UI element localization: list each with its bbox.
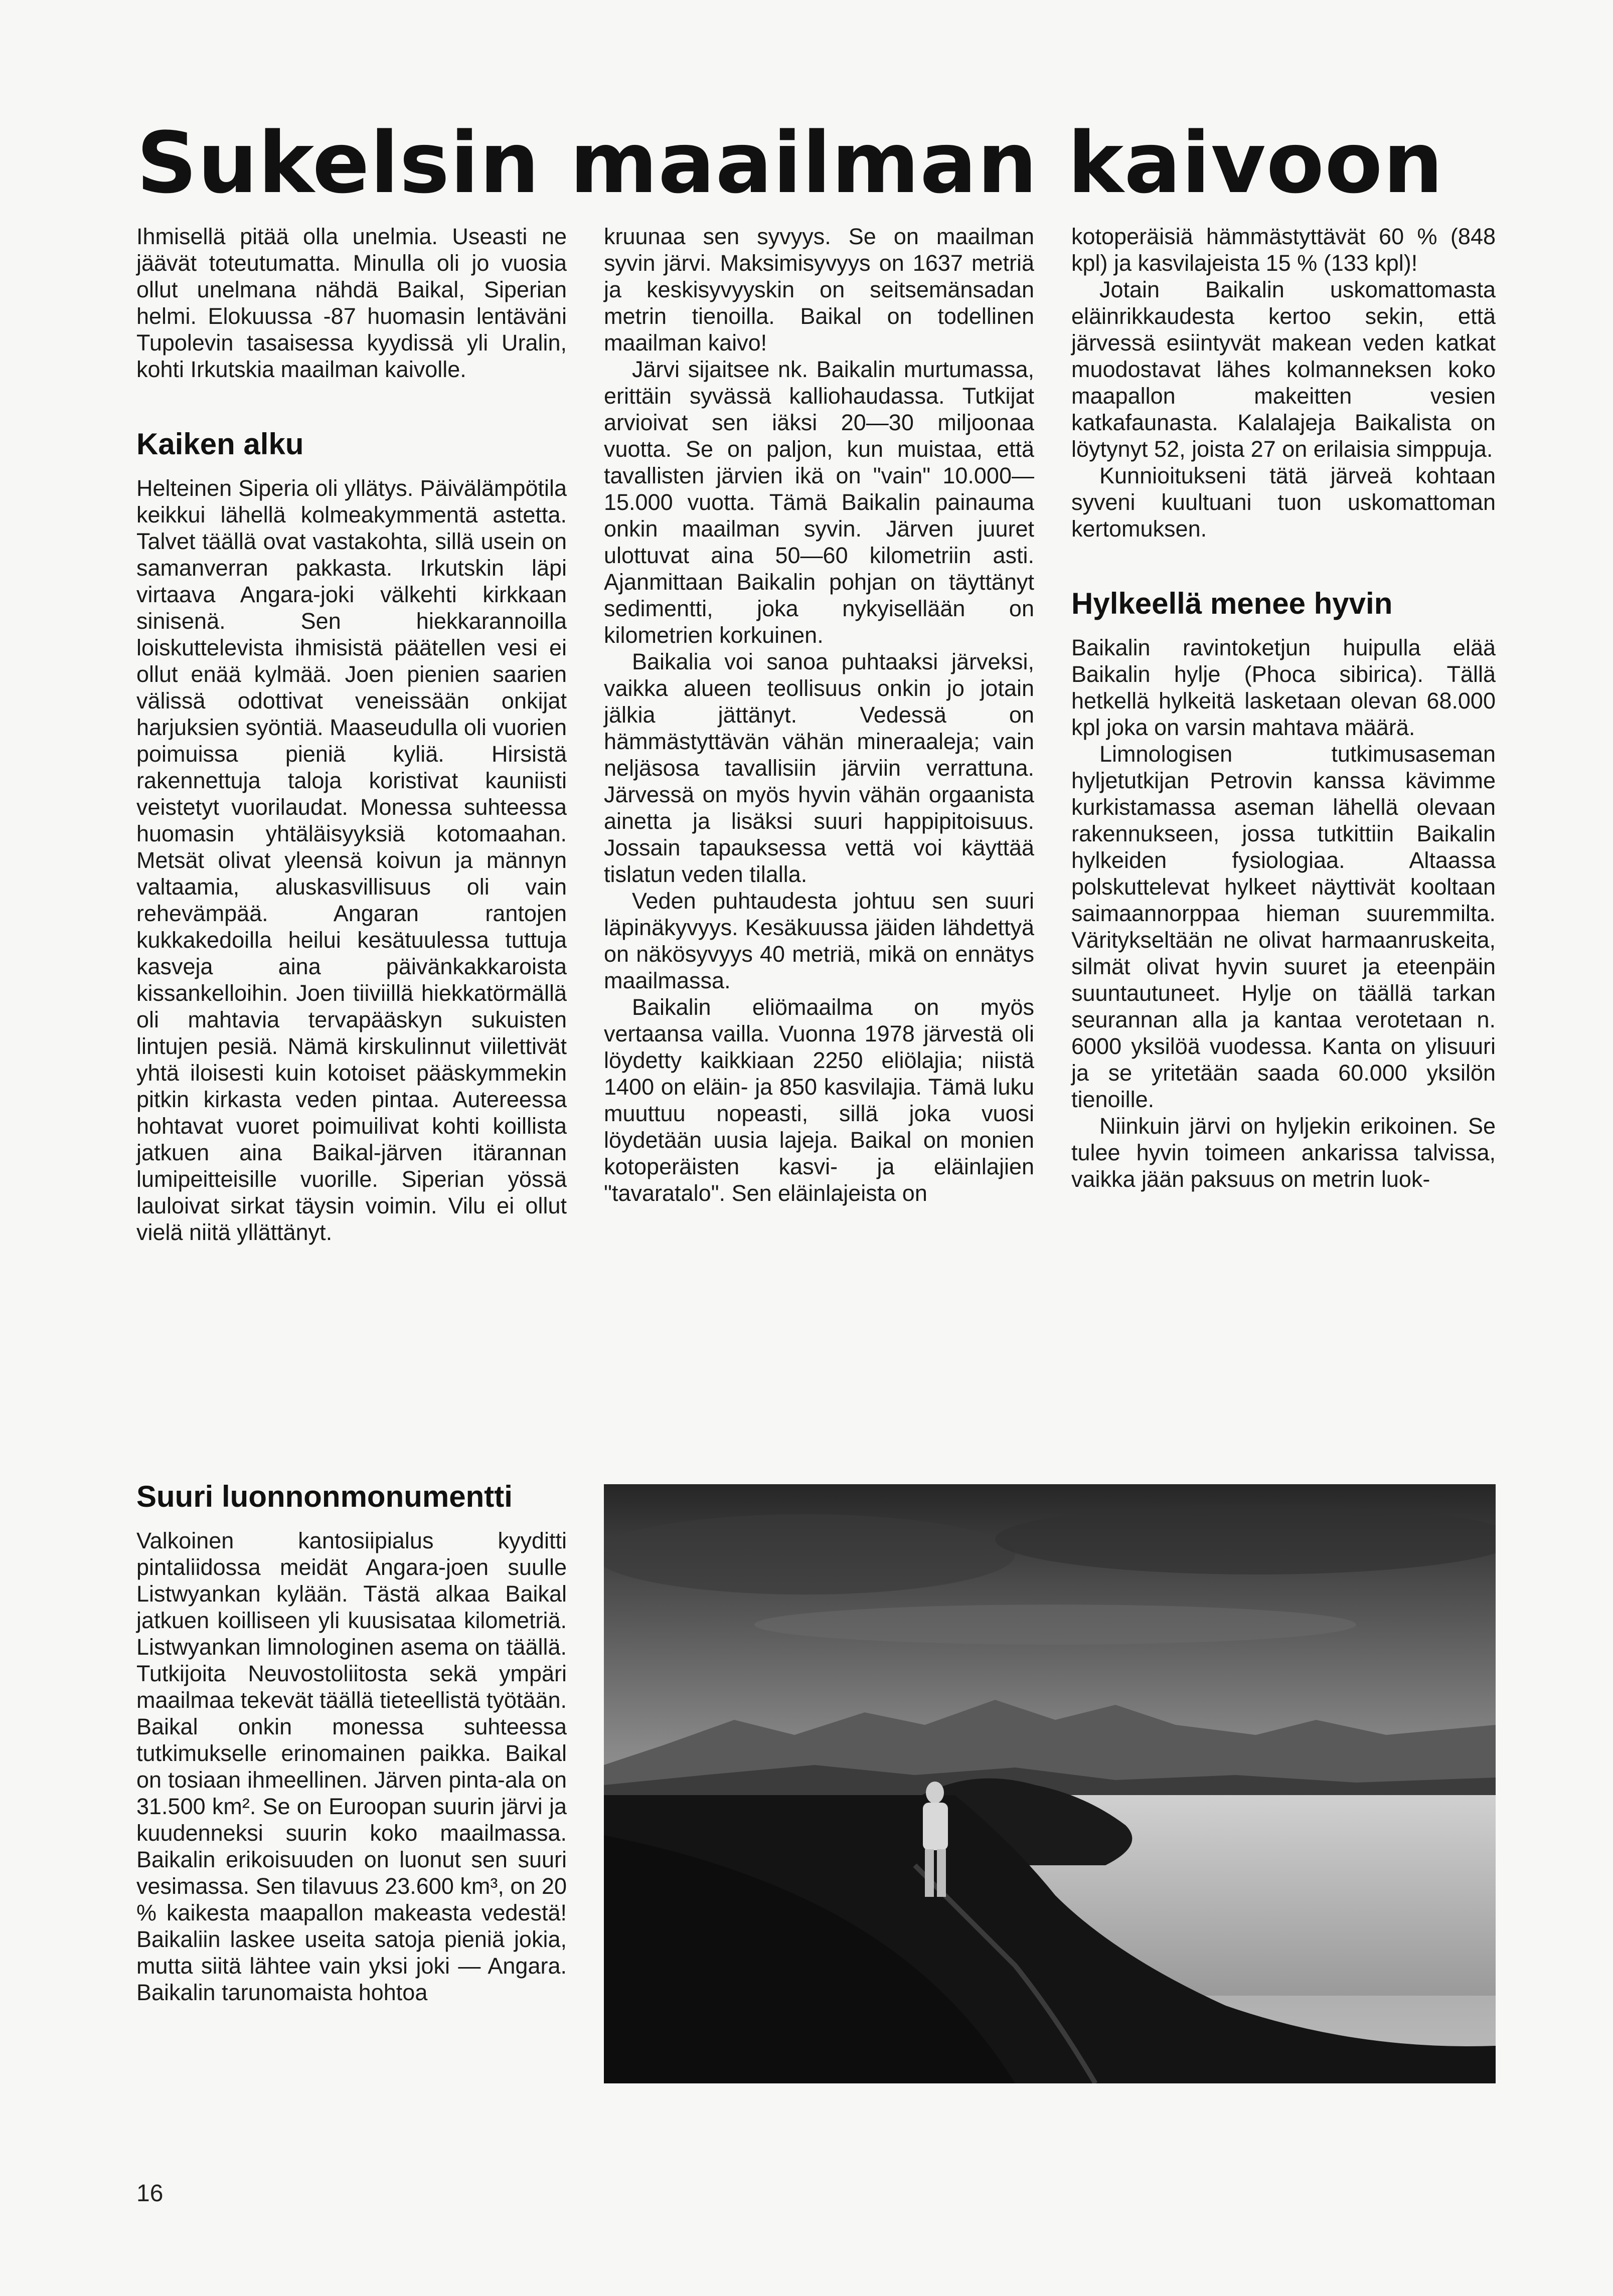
lake-photo (604, 1484, 1496, 2083)
lake-photo-illustration (604, 1484, 1496, 2083)
paragraph: kotoperäisiä hämmästyttävät 60 % (848 kpl) ja kasvilajeista 15 % (133 kpl)! (1071, 224, 1496, 276)
column-2 (604, 223, 1034, 1206)
paragraph: Baikalia voi sanoa puhtaaksi järveksi, vaikka alueen teollisuus onkin jo jotain jälkia jättänyt. Vedessä on hämmästyttävän vähän mineraaleja; vain neljäsosa tavallisiin järviin verrattuna. Järvessä on myös hyvin vähän orgaanista ainetta ja lisäksi suuri happipitoisuus. Jossain tapauksessa vettä voi käyttää tislatun veden tilalla. (604, 649, 1034, 887)
section-heading-suuri-luonnonmonumentti: Suuri luonnonmonumentti (136, 1480, 513, 1513)
column-4 (136, 1479, 567, 2006)
paragraph: Baikalin ravintoketjun huipulla elää Baikalin hylje (Phoca sibirica). Tällä hetkellä hylkeitä lasketaan olevan 68.000 kpl joka on varsin mahtava määrä. (1071, 635, 1496, 740)
paragraph: Baikalin eliömaailma on myös vertaansa vailla. Vuonna 1978 järvestä oli löydetty kaikkiaan 2250 eliölajia; niistä 1400 on eläin- ja 850 kasvilajia. Tämä luku muuttuu nopeasti, sillä joka vuosi löydetään uusia lajeja. Baikal on monien kotoperäisten kasvi- ja eläinlajien "tavaratalo". Sen eläinlajeista on (604, 994, 1034, 1206)
paragraph: Valkoinen kantosiipialus kyyditti pintaliidossa meidät Angara-joen suulle Listwyankan kylään. Tästä alkaa Baikal jatkuen koilliseen yli kuusisataa kilometriä. Listwyankan limnologinen asema on täällä. Tutkijoita Neuvostoliitosta sekä ympäri maailmaa tekevät täällä tieteellistä työtään. Baikal onkin monessa suhteessa tutkimukselle erinomainen paikka. Baikal on tosiaan ihmeellinen. Järven pinta-ala on 31.500 km². Se on Euroopan suurin järvi ja kuudenneksi suurin koko maailmassa. Baikalin erikoisuuden on luonut sen suuri vesimassa. Sen tilavuus 23.600 km³, on 20 % kaikesta maapallon makeasta vedestä! Baikaliin laskee useita satoja pieniä jokia, mutta siitä lähtee vain yksi joki — Angara. Baikalin tarunomaista hohtoa (136, 1528, 567, 2005)
paragraph: Jotain Baikalin uskomattomasta eläinrikkaudesta kertoo sekin, että järvessä esiintyvät makean veden katkat muodostavat lähes kolmanneksen koko maapallon makeitten vesien katkafaunasta. Kalalajeja Baikalista on löytynyt 52, joista 27 on erilaisia simppuja. (1071, 277, 1496, 462)
column-3 (1071, 223, 1496, 1192)
paragraph: Niinkuin järvi on hyljekin erikoinen. Se tulee hyvin toimeen ankarissa talvissa, vaikka jään paksuus on metrin luok- (1071, 1113, 1496, 1192)
section-heading-kaiken-alku: Kaiken alku (136, 427, 304, 461)
paragraph: Helteinen Siperia oli yllätys. Päivälämpötila keikkui lähellä kolmeakymmentä astetta. Talvet täällä ovat vastakohta, sillä usein on samanverran pakkasta. Irkutskin läpi virtaava Angara-joki välkehti kirkkaan sinisenä. Sen hiekkarannoilla loiskuttelevista ihmisistä päätellen vesi ei ollut enää kylmää. Joen pienien saarien välissä odottivat veneissään onkijat harjuksien syöntiä. Maaseudulla oli vuorien poimuissa pieniä kyliä. Hirsistä rakennettuja taloja koristivat kauniisti veistetyt vuorilaudat. Monessa suhteessa huomasin yhtäläisyyksiä kotomaahan. Metsät olivat yleensä koivun ja männyn valtaamia, aluskasvillisuus oli vain rehevämpää. Angaran rantojen kukkakedoilla heilui kesätuulessa tuttuja kasveja aina päivänkakkaroista kissankelloihin. Joen tiiviillä hiekkatörmällä oli mahtavia tervapääskyn sukuisten lintujen pesiä. Nämä kirskulinnut viilettivät yhtä iloisesti kuin kotoiset pääskymmekin pitkin kirkasta veden pintaa. Autereessa hohtavat vuoret poimuilivat kohti koillista jatkuen aina Baikal-järven itärannan lumipeitteisille vuorille. Siperian yössä lauloivat sirkat täysin voimin. Vilu ei ollut vielä niitä yllättänyt. (136, 475, 567, 1245)
article-title: Sukelsin maailman kaivoon (136, 114, 1444, 212)
page-number: 16 (136, 2180, 164, 2207)
paragraph: Limnologisen tutkimusaseman hyljetutkijan Petrovin kanssa kävimme kurkistamassa aseman lähellä olevaan rakennukseen, jossa tutkittiin Baikalin hylkeiden fysiologiaa. Altaassa polskuttelevat hylkeet näyttivät kooltaan saimaannorppaa hieman suuremmilta. Väritykseltään ne olivat harmaanruskeita, silmät olivat hyvin suuret ja eteenpäin suuntautuneet. Hylje on täällä tarkan seurannan alla ja kantaa verotetaan n. 6000 yksilöä vuodessa. Kanta on ylisuuri ja se yritetään saada 60.000 yksilön tienoille. (1071, 741, 1496, 1112)
paragraph: kruunaa sen syvyys. Se on maailman syvin järvi. Maksimisyvyys on 1637 metriä ja keskisyvyyskin on seitsemänsadan metrin tienoilla. Baikal on todellinen maailman kaivo! (604, 224, 1034, 356)
column-1 (136, 223, 567, 1246)
paragraph: Järvi sijaitsee nk. Baikalin murtumassa, erittäin syvässä kalliohaudassa. Tutkijat arvioivat sen iäksi 20—30 miljoonaa vuotta. Se on paljon, kun muistaa, että tavallisten järvien ikä on "vain" 10.000—15.000 vuotta. Tämä Baikalin painauma onkin maailman syvin. Järven juuret ulottuvat aina 50—60 kilometriin asti. Ajanmittaan Baikalin pohjan on täyttänyt sedimentti, joka nykyisellään on kilometrien korkuinen. (604, 357, 1034, 648)
intro-paragraph: Ihmisellä pitää olla unelmia. Useasti ne jäävät toteutumatta. Minulla oli jo vuosia ollut unelmana nähdä Baikal, Siperian helmi. Elokuussa -87 huomasin lentäväni Tupolevin tasaisessa kyydissä yli Uralin, kohti Irkutskia maailman kaivolle. (136, 224, 567, 382)
paragraph: Veden puhtaudesta johtuu sen suuri läpinäkyvyys. Kesäkuussa jäiden lähdettyä on näkösyvyys 40 metriä, mikä on ennätys maailmassa. (604, 888, 1034, 993)
section-heading-hylkeella: Hylkeellä menee hyvin (1071, 587, 1393, 620)
paragraph: Kunnioitukseni tätä järveä kohtaan syveni kuultuani tuon uskomattoman kertomuksen. (1071, 463, 1496, 542)
